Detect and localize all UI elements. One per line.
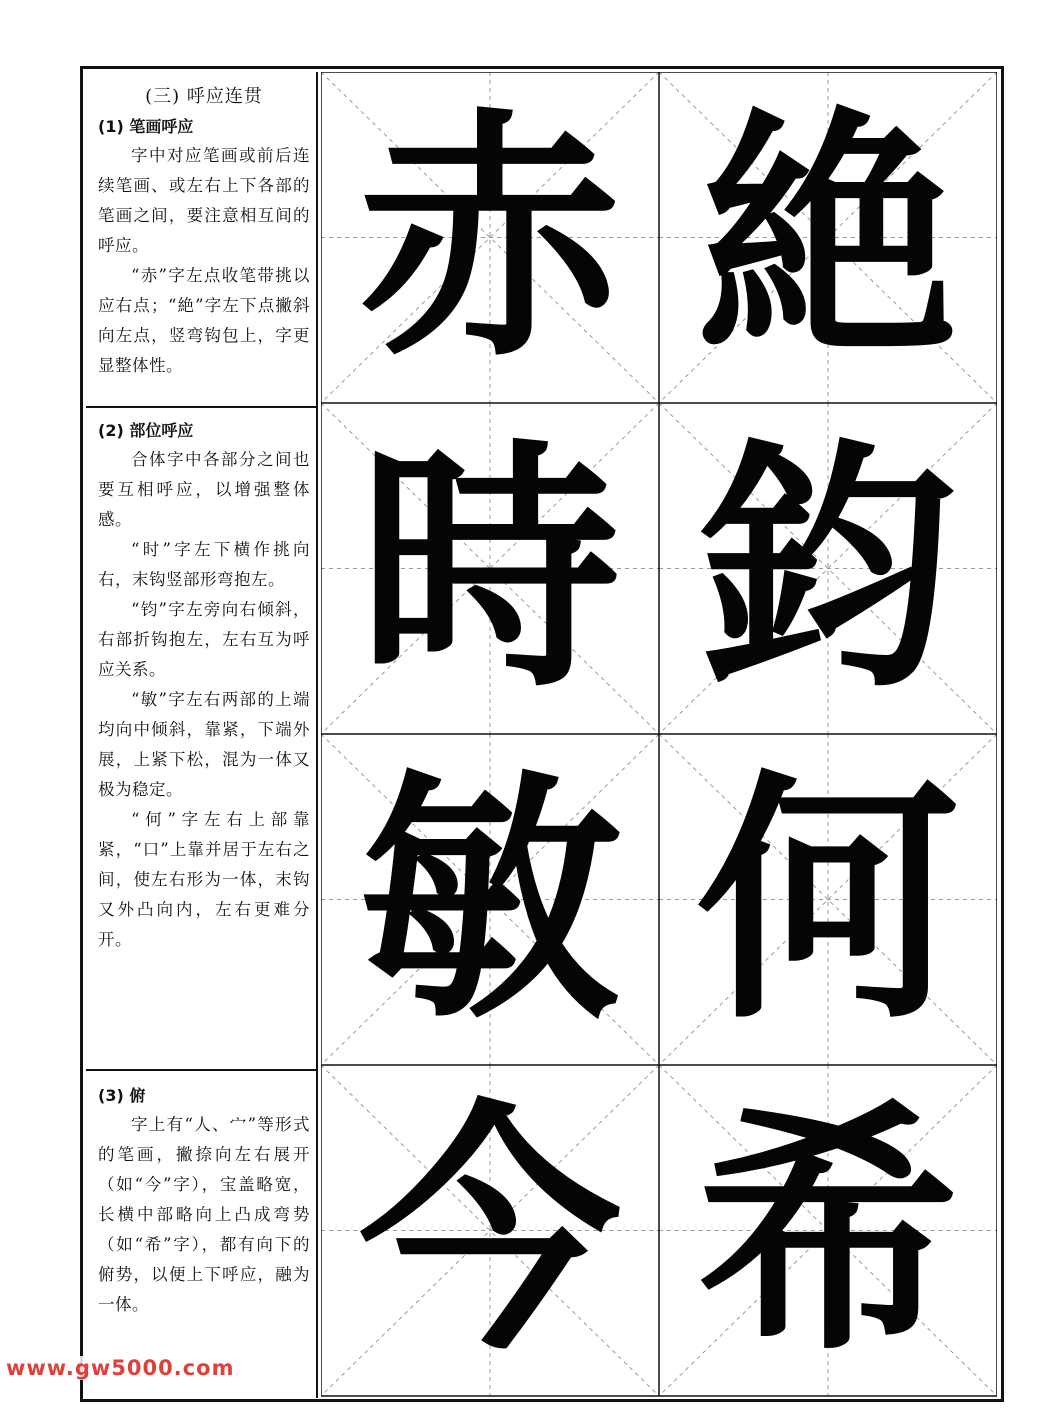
paragraph: “何”字左右上部靠紧，“口”上靠并居于左右之间，使左右形为一体，末钩又外凸向内，左右更难分开。 xyxy=(98,810,310,949)
calligraphy-character: 何 xyxy=(697,745,959,1054)
paragraph: “敏”字左右两部的上端均向中倾斜，靠紧，下端外展，上紧下松，混为一体又极为稳定。 xyxy=(98,690,310,799)
section-stroke-echo xyxy=(86,72,318,408)
paragraph: “赤”字左点收笔带挑以应右点；“絶”字左下点撇斜向左点，竖弯钩包上，字更显整体性。 xyxy=(98,266,310,375)
character-cell xyxy=(659,734,997,1065)
section-title: (三) 呼应连贯 xyxy=(145,86,263,107)
character-cell xyxy=(321,734,659,1065)
calligraphy-character: 時 xyxy=(359,414,621,723)
paragraph: 字上有“人、宀”等形式的笔画，撇捺向左右展开（如“今”字），宝盖略宽，长横中部略向上凸成弯势（如“希”字），都有向下的俯势，以便上下呼应，融为一体。 xyxy=(98,1115,310,1314)
calligraphy-character: 絶 xyxy=(697,83,959,392)
site-watermark: www.gw5000.com xyxy=(0,1356,240,1380)
explanation-column xyxy=(86,72,318,1398)
calligraphy-character: 赤 xyxy=(359,83,621,392)
paragraph: “时”字左下横作挑向右，末钩竖部形弯抱左。 xyxy=(98,540,310,589)
character-cell xyxy=(321,1065,659,1396)
character-cell xyxy=(659,1065,997,1396)
paragraph: 合体字中各部分之间也要互相呼应，以增强整体感。 xyxy=(98,450,310,529)
section-downward xyxy=(86,1071,318,1398)
character-cell xyxy=(659,72,997,403)
paragraph: 字中对应笔画或前后连续笔画、或左右上下各部的笔画之间，要注意相互间的呼应。 xyxy=(98,146,310,255)
calligraphy-character: 希 xyxy=(697,1076,959,1385)
subheading-position-echo: (2) 部位呼应 xyxy=(98,421,194,440)
subheading-downward: (3) 俯 xyxy=(98,1086,146,1105)
section-position-echo xyxy=(86,408,318,1071)
character-cell xyxy=(659,403,997,734)
paragraph: “钧”字左旁向右倾斜，右部折钩抱左，左右互为呼应关系。 xyxy=(98,600,310,679)
subheading-stroke-echo: (1) 笔画呼应 xyxy=(98,117,194,136)
calligraphy-grid xyxy=(321,72,997,1398)
calligraphy-character: 敏 xyxy=(359,745,621,1054)
calligraphy-character: 今 xyxy=(359,1076,621,1385)
character-cell xyxy=(321,403,659,734)
character-cell xyxy=(321,72,659,403)
calligraphy-character: 鈞 xyxy=(697,414,959,723)
